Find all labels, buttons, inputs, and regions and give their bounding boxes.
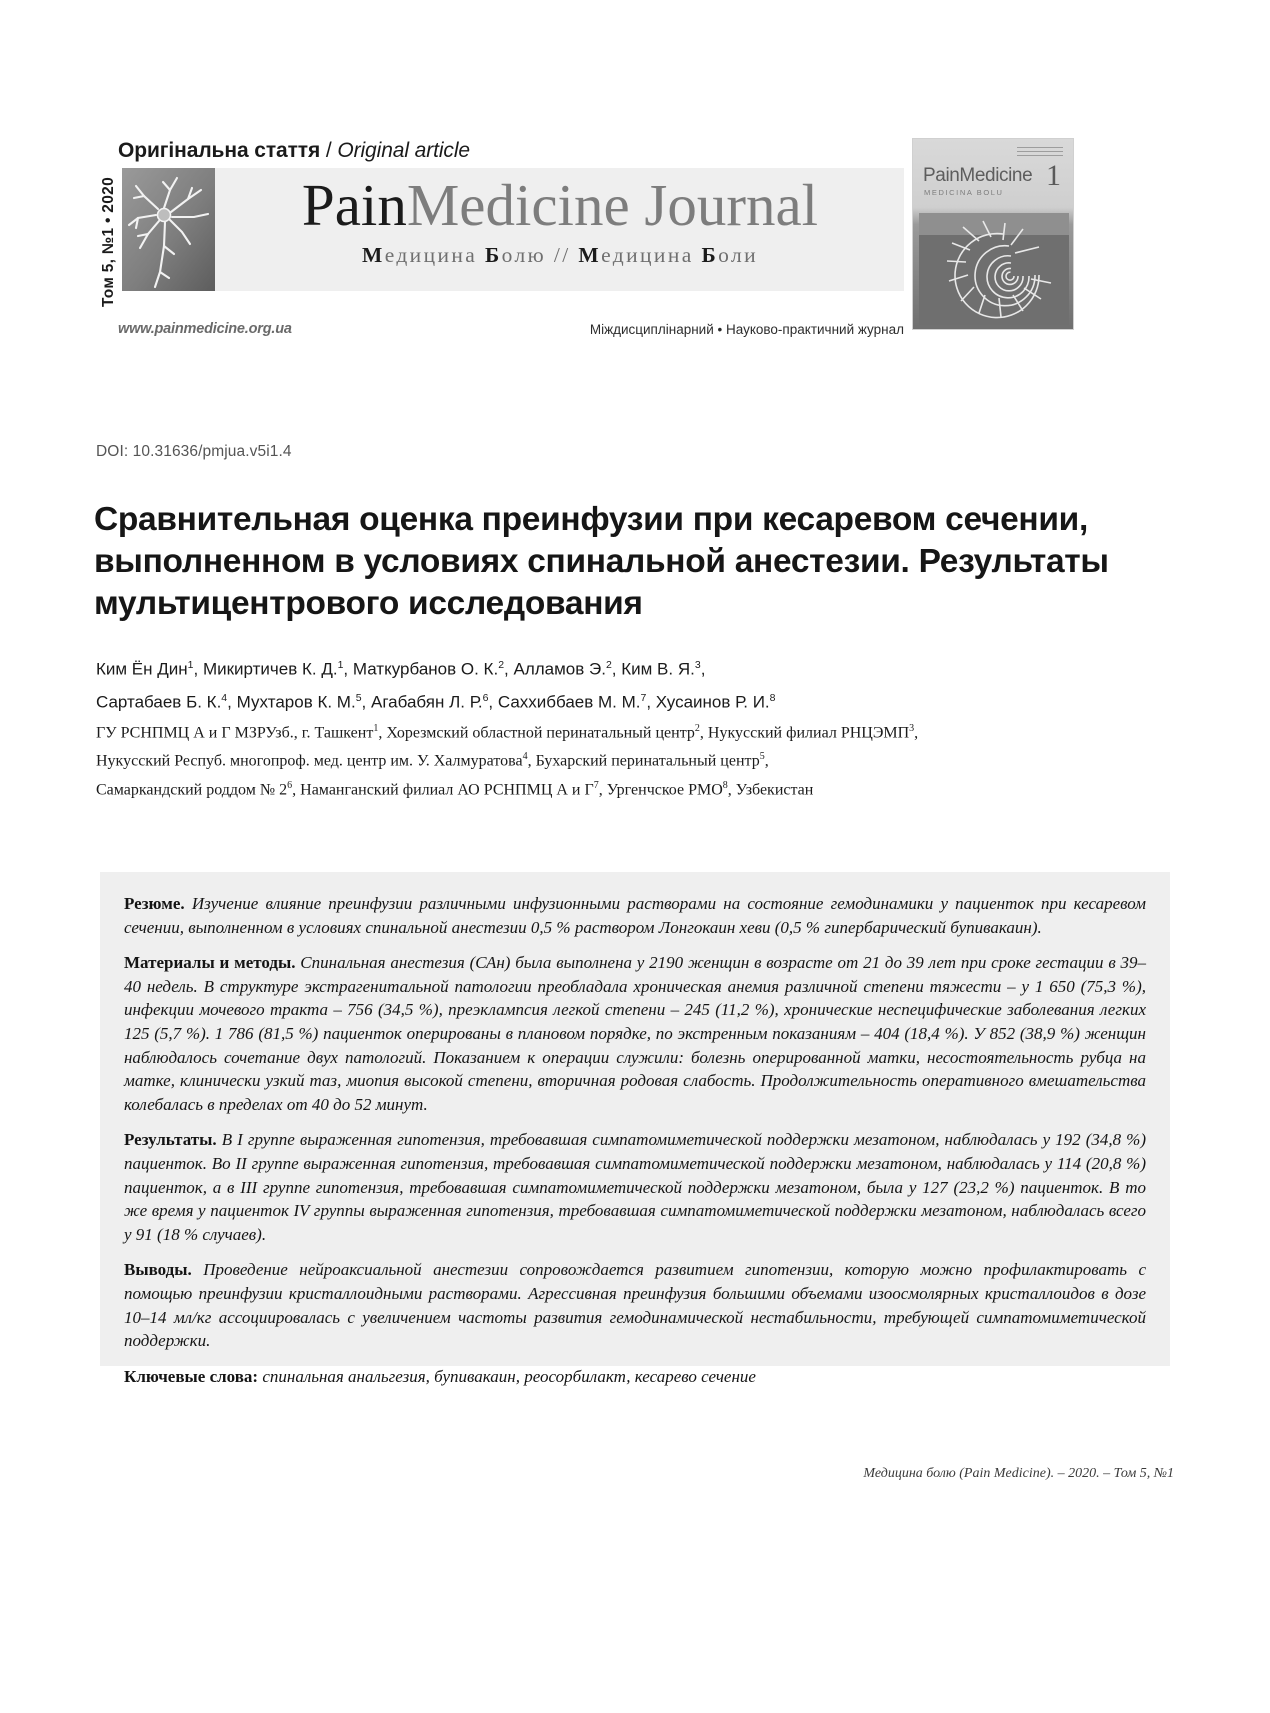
article-type-line xyxy=(118,139,470,163)
nautilus-shell-icon xyxy=(919,213,1069,325)
authors-list: Ким Ён Дин$^1$, Микиртичев К. Д.$^1$, Маткурбанов О. К.$^2$, Алламов Э.$^2$, Ким В. Я.$^3$, Сартабаев Б. К.$^4$, Мухтаров К. М.$^5$, Агабабян Л. Р.$^6$, Саххиббаев М. М.$^7$, Хусаинов Р. И.$^8$ xyxy=(96,659,776,712)
abstract-label-resume: Резюме. xyxy=(124,894,185,913)
journal-subtitle-b: едицина xyxy=(384,243,478,267)
journal-subtitle-a: М xyxy=(361,243,385,267)
journal-subtitle-c: Б xyxy=(477,243,502,267)
article-type-ua: Оригінальна стаття xyxy=(118,139,321,162)
abstract-section-results xyxy=(124,1128,1146,1246)
abstract-label-conclusions: Выводы. xyxy=(124,1260,192,1280)
volume-spine-text: Том 5, №1 • 2020 xyxy=(100,177,118,307)
cover-journal-subtitle: MEDICINA BOLU xyxy=(924,188,1004,197)
journal-subtitle-f: едицина xyxy=(601,243,694,267)
page-title: Сравнительная оценка преинфузии при кесаревом сечении, выполненном в условиях спинальной анестезии. Результаты мультицентрового исследования xyxy=(94,501,1109,623)
journal-website-link[interactable]: www.painmedicine.org.ua xyxy=(118,321,292,337)
cover-journal-title: PainMedicine xyxy=(923,165,1033,186)
abstract-text-results: В I группе выраженная гипотензия, требовавшая симпатомиметической поддержки мезатоном, наблюдалась у 192 (34,8 %) пациенток. Во II группе выраженная гипотензия, требовавшая симпатомиметической поддержки мезатоном, наблюдалась у 114 (20,8 %) пациенток, а в III группе гипотензия, требовавшая симпатомиметической поддержки мезатоном, была у 127 (23,2 %) пациенток. В то же время у пациенток IV группы выраженная гипотензия, требовавшая симпатомиметической поддержки мезатоном, наблюдалась всего у 91 (18 % случаев). xyxy=(124,1130,1146,1244)
cover-rule-lines xyxy=(1017,147,1063,159)
journal-subtitle-g: Б xyxy=(693,243,719,267)
abstract-section-resume xyxy=(124,892,1146,939)
journal-subtitle-sep: // xyxy=(546,243,579,267)
keywords-text: спинальная анальгезия, бупивакаин, реосорбилакт, кесарево сечение xyxy=(258,1366,756,1386)
affiliations-list: ГУ РСНПМЦ А и Г МЗРУзб., г. Ташкент$^1$, Хорезмский областной перинатальный центр$^2$, Нукусский филиал РНЦЭМП$^3$, Нукусский Респуб. многопроф. мед. центр им. У. Халмуратова$^4$, Бухарский перинатальный центр$^5$, Самаркандский роддом № $2^6$, Наманганский филиал АО РСНПМЦ А и $Г^7$, Ургенчское РМО$^8$, Узбекистан xyxy=(96,723,919,798)
abstract-panel xyxy=(100,872,1170,1386)
journal-tagline: Міждисциплінарний • Науково-практичний журнал xyxy=(589,322,904,337)
abstract-section-methods xyxy=(124,951,1146,1116)
journal-subtitle-e: М xyxy=(578,243,602,267)
journal-title-journal: Journal xyxy=(629,172,819,238)
doi-text: DOI: 10.31636/pmjua.v5i1.4 xyxy=(96,443,292,460)
abstract-text-conclusions: Проведение нейроаксиальной анестезии сопровождается развитием гипотензии, которую можно профилактировать с помощью преинфузии кристаллоидными растворами. Агрессивная преинфузия большими объемами изоосмолярных кристаллоидов в дозе 10–14 мл/кг ассоциировалась с увеличением частоты развития гемодинамической нестабильности, требующей симпатомиметической поддержки. xyxy=(124,1260,1146,1351)
article-type-separator: / xyxy=(320,139,338,162)
abstract-section-conclusions xyxy=(124,1258,1146,1352)
journal-title-medicine: Medicine xyxy=(406,172,630,238)
journal-subtitle-h: оли xyxy=(718,243,758,267)
abstract-label-results: Результаты. xyxy=(124,1130,217,1150)
journal-subtitle xyxy=(215,243,905,268)
page-footer: Медицина болю (Pain Medicine). – 2020. – Том 5, №1 xyxy=(863,1466,1174,1481)
cover-issue-number: 1 xyxy=(1046,159,1061,192)
volume-spine-label xyxy=(96,168,122,316)
journal-title xyxy=(215,172,905,238)
abstract-text-methods: Спинальная анестезия (САн) была выполнена у 2190 женщин в возрасте от 21 до 39 лет при сроке гестации в 39–40 недель. В структуре экстрагенитальной патологии преобладала хроническая анемия различной степени тяжести – у 1 650 (75,3 %), инфекции мочевого тракта – 756 (34,5 %), преэклампсия легкой степени – 245 (11,2 %), хронические неспецифические заболевания легких 125 (5,7 %). 1 786 (81,5 %) пациенток оперированы в плановом порядке, по экстренным показаниям – 404 (18,4 %). У 852 (38,9 %) женщин наблюдалось сочетание двух патологий. Показанием к операции служили: болезнь оперированной матки, несостоятельность рубца на матке, клинически узкий таз, миопия высокой степени, вторичная родовая слабость. Продолжительность оперативного вмешательства колебалась в пределах от 40 до 52 минут. xyxy=(124,953,1147,1114)
article-type-en: Original article xyxy=(337,139,470,162)
journal-cover-thumbnail xyxy=(912,138,1074,330)
abstract-label-methods: Материалы и методы. xyxy=(124,953,296,973)
abstract-keywords xyxy=(124,1365,1146,1389)
journal-title-pain: Pain xyxy=(301,172,407,238)
neuron-icon xyxy=(122,168,215,291)
journal-subtitle-d: олю xyxy=(501,243,547,267)
neuron-illustration xyxy=(122,168,215,291)
keywords-label: Ключевые слова: xyxy=(124,1366,259,1386)
abstract-text-resume: Изучение влияние преинфузии различными инфузионными растворами на состояние гемодинамики у пациенток при кесаревом сечении, выполненном в условиях спинальной анестезии 0,5 % раствором Лонгокаин хеви (0,5 % гипербарический бупивакаин). xyxy=(124,894,1146,937)
